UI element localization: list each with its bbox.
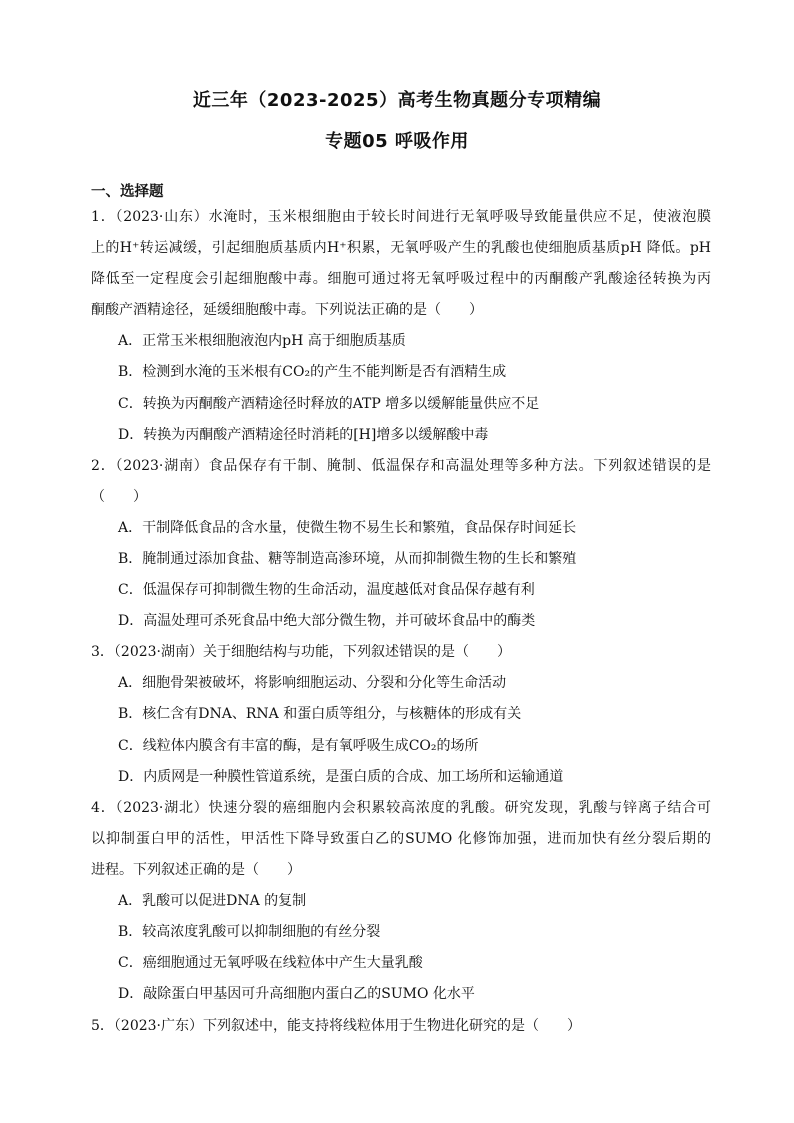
question-4-stem-line-2: 以抑制蛋白甲的活性，甲活性下降导致蛋白乙的SUMO 化修饰加强，进而加快有丝分裂后期的: [91, 831, 711, 847]
question-1-stem-line-4: 酮酸产酒精途径，延缓细胞酸中毒。下列说法正确的是（ ）: [91, 302, 483, 318]
question-3-option-d: D．内质网是一种膜性管道系统，是蛋白质的合成、加工场所和运输通道: [118, 769, 564, 785]
question-1-option-b: B．检测到水淹的玉米根有CO₂的产生不能判断是否有酒精生成: [118, 364, 507, 380]
question-1-option-c: C．转换为丙酮酸产酒精途径时释放的ATP 增多以缓解能量供应不足: [118, 396, 540, 412]
document-subtitle: 专题05 呼吸作用: [325, 131, 469, 152]
question-4-stem-line-1: 4．（2023·湖北）快速分裂的癌细胞内会积累较高浓度的乳酸。研究发现，乳酸与锌离子结合可: [91, 800, 711, 816]
question-2-option-b: B．腌制通过添加食盐、糖等制造高渗环境，从而抑制微生物的生长和繁殖: [118, 551, 577, 567]
question-3-option-c: C．线粒体内膜含有丰富的酶，是有氧呼吸生成CO₂的场所: [118, 738, 479, 754]
question-4-option-d: D．敲除蛋白甲基因可升高细胞内蛋白乙的SUMO 化水平: [118, 986, 475, 1002]
question-4-option-c: C．癌细胞通过无氧呼吸在线粒体中产生大量乳酸: [118, 955, 423, 971]
question-1-stem-line-3: 降低至一定程度会引起细胞酸中毒。细胞可通过将无氧呼吸过程中的丙酮酸产乳酸途径转换为丙: [91, 271, 711, 287]
question-2-option-a: A．干制降低食品的含水量，使微生物不易生长和繁殖，食品保存时间延长: [118, 520, 577, 536]
question-1-option-d: D．转换为丙酮酸产酒精途径时消耗的[H]增多以缓解酸中毒: [118, 427, 489, 443]
question-5-stem-line-1: 5．（2023·广东）下列叙述中，能支持将线粒体用于生物进化研究的是（ ）: [91, 1018, 581, 1034]
question-4-option-b: B．较高浓度乳酸可以抑制细胞的有丝分裂: [118, 924, 381, 940]
document-title: 近三年（2023-2025）高考生物真题分专项精编: [192, 90, 602, 111]
question-4-stem-line-3: 进程。下列叙述正确的是（ ）: [91, 862, 301, 878]
section-heading: 一、选择题: [91, 184, 164, 200]
question-2-stem-line-1: 2．（2023·湖南）食品保存有干制、腌制、低温保存和高温处理等多种方法。下列叙述错误的是: [91, 458, 711, 474]
question-1-stem-line-1: 1．（2023·山东）水淹时，玉米根细胞由于较长时间进行无氧呼吸导致能量供应不足，使液泡膜: [91, 209, 711, 225]
question-3-option-a: A．细胞骨架被破坏，将影响细胞运动、分裂和分化等生命活动: [118, 675, 507, 691]
question-2-option-c: C．低温保存可抑制微生物的生命活动，温度越低对食品保存越有利: [118, 582, 535, 598]
question-3-option-b: B．核仁含有DNA、RNA 和蛋白质等组分，与核糖体的形成有关: [118, 706, 522, 722]
question-2-option-d: D．高温处理可杀死食品中绝大部分微生物，并可破坏食品中的酶类: [118, 613, 536, 629]
question-4-option-a: A．乳酸可以促进DNA 的复制: [118, 893, 307, 909]
question-3-stem-line-1: 3．（2023·湖南）关于细胞结构与功能，下列叙述错误的是（ ）: [91, 644, 511, 660]
question-1-option-a: A．正常玉米根细胞液泡内pH 高于细胞质基质: [118, 333, 406, 349]
question-1-stem-line-2: 上的H⁺转运减缓，引起细胞质基质内H⁺积累，无氧呼吸产生的乳酸也使细胞质基质pH 降低。pH: [91, 240, 711, 256]
question-2-stem-line-2: （ ）: [91, 489, 147, 505]
